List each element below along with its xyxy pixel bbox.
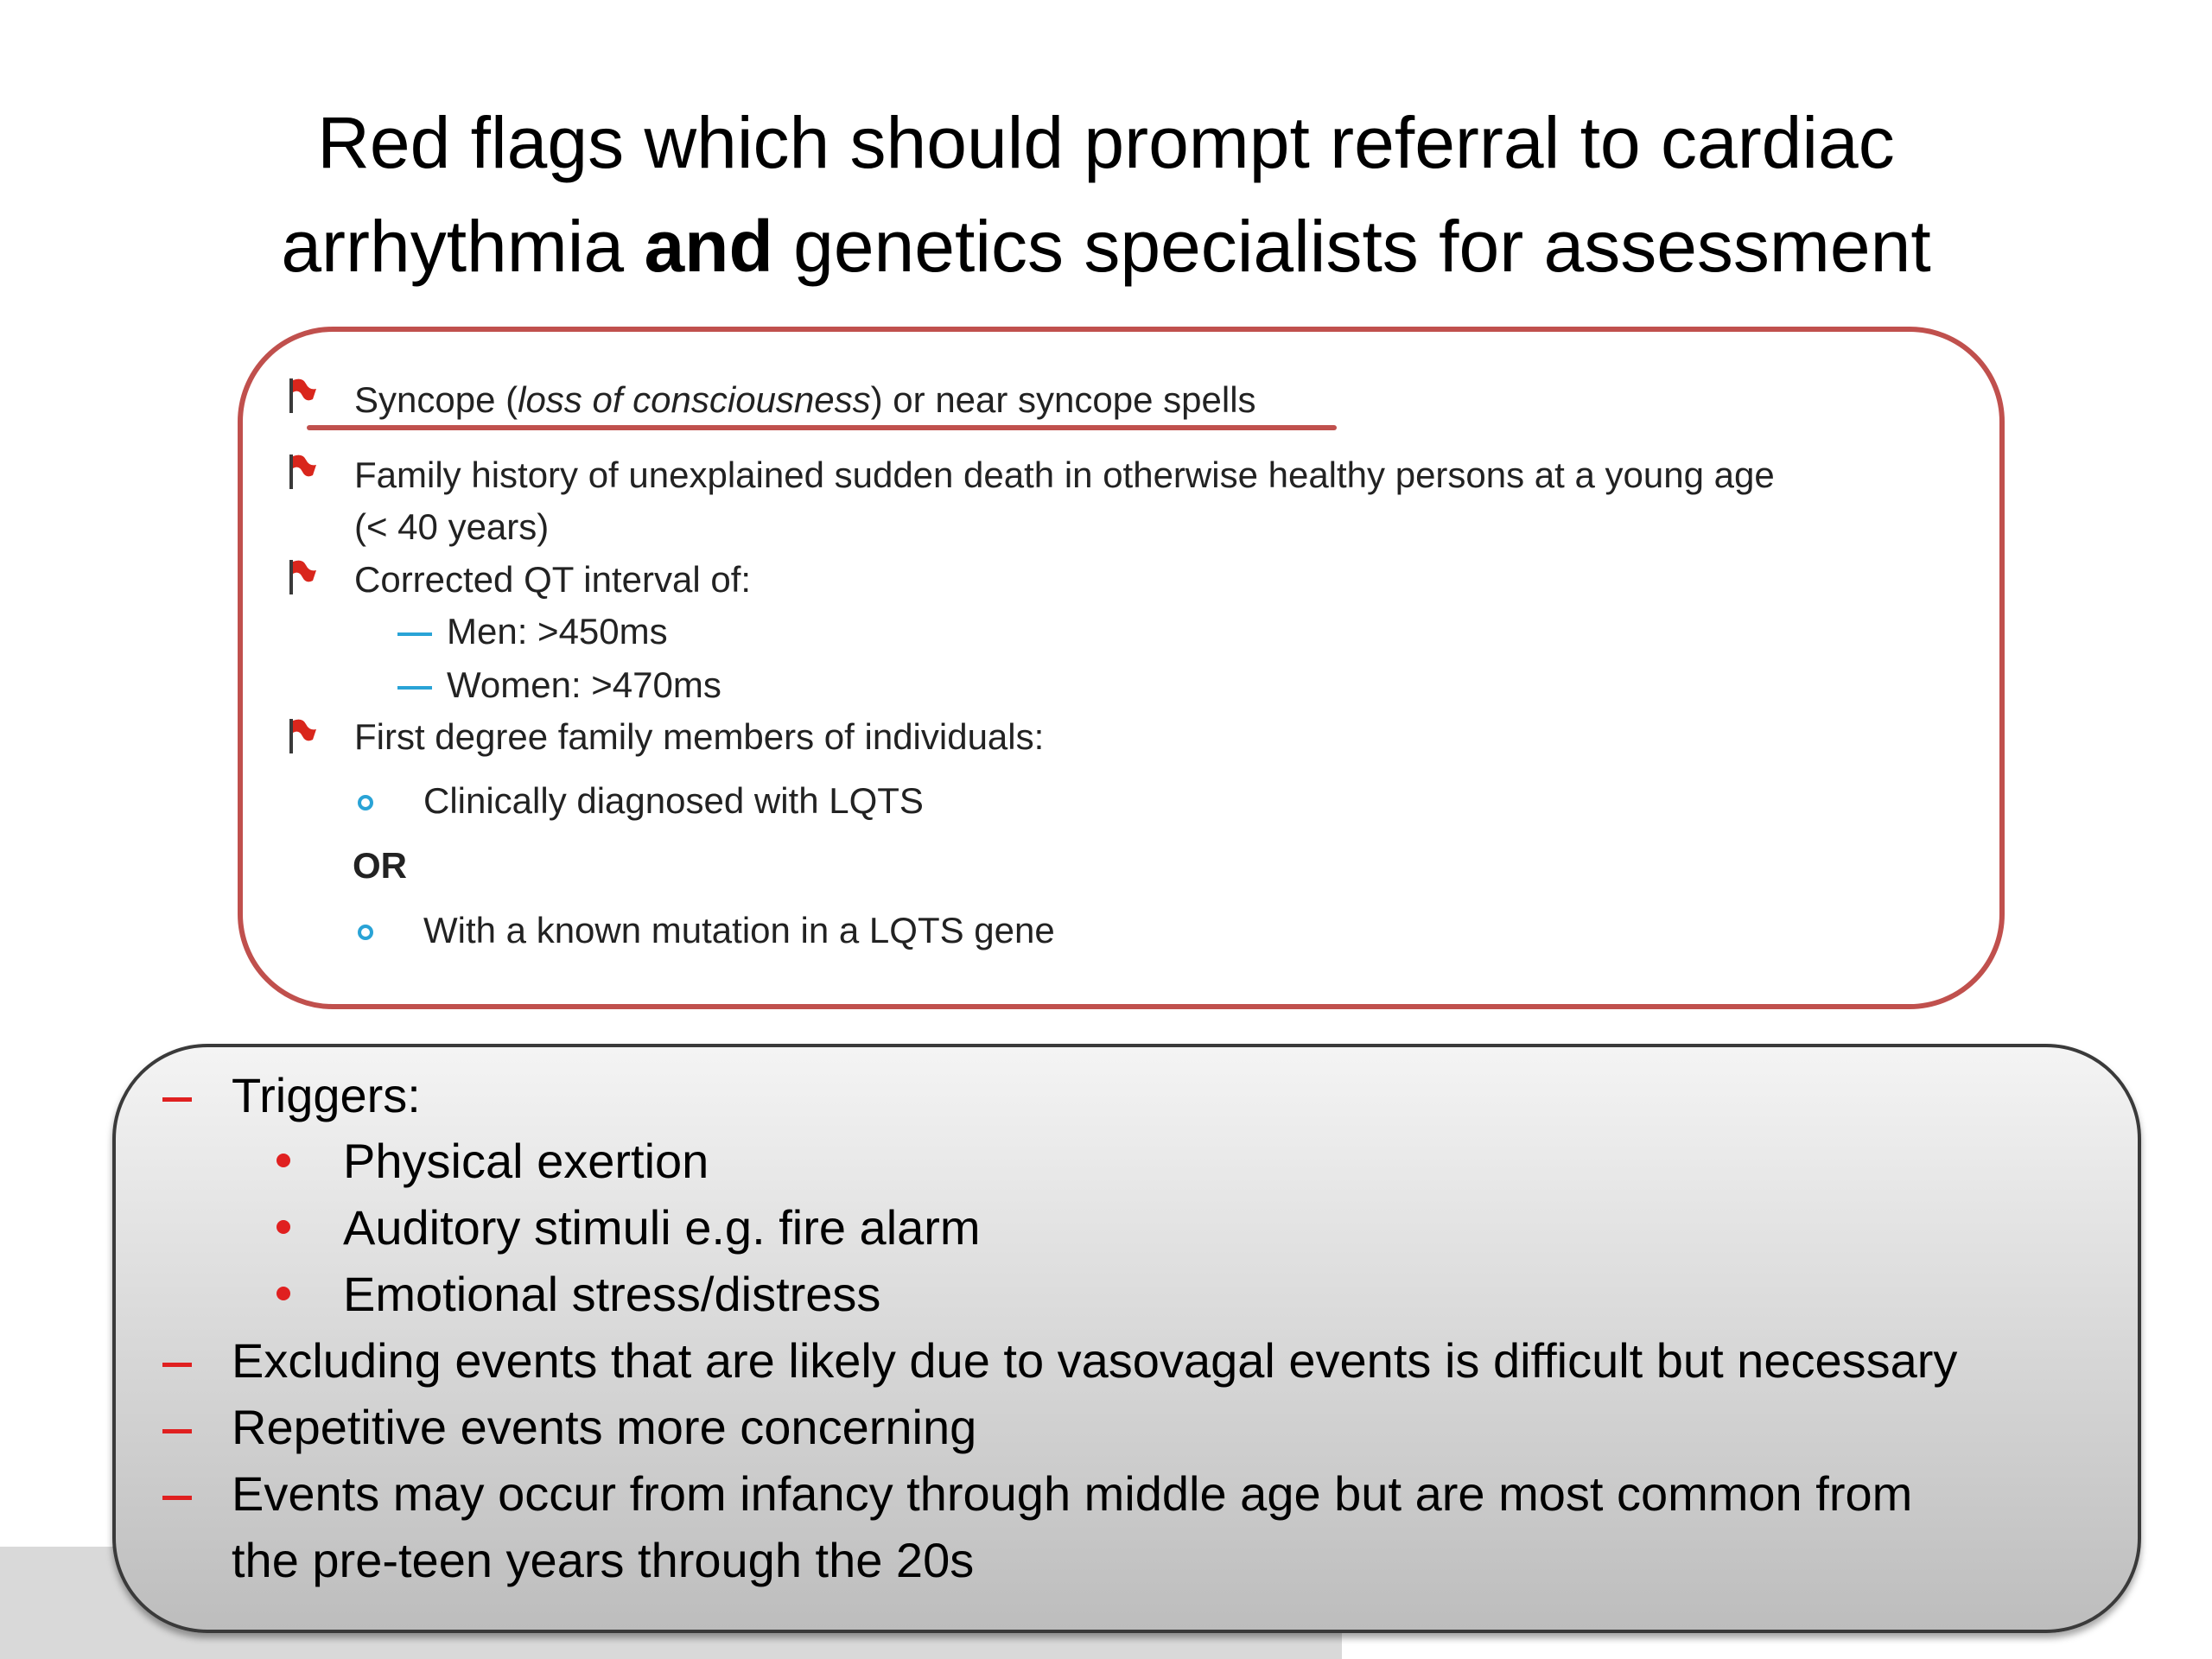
syncope-italic: loss of consciousness [518, 379, 871, 420]
red-dot-icon [276, 1220, 290, 1234]
blue-dash-icon [397, 686, 432, 690]
title-line-2 [130, 194, 2082, 298]
point-repetitive: Repetitive events more concerning [232, 1400, 977, 1454]
red-dot-icon [276, 1287, 290, 1300]
title-line-1: Red flags which should prompt referral to cardiac [317, 102, 1895, 183]
title-line-2-bold: and [644, 206, 773, 287]
point-vasovagal: Excluding events that are likely due to vasovagal events is difficult but necessary [232, 1333, 1958, 1388]
qt-women: Women: >470ms [447, 664, 721, 705]
or-label: OR [353, 845, 407, 886]
syncope-pre: Syncope ( [354, 379, 518, 420]
blue-circle-icon [358, 795, 373, 810]
title-line-2-post: genetics specialists for assessment [772, 206, 1931, 287]
red-flag-item-qt: Corrected QT interval of: [354, 559, 752, 600]
trigger-auditory: Auditory stimuli e.g. fire alarm [343, 1200, 981, 1255]
syncope-post: ) or near syncope spells [870, 379, 1256, 420]
first-degree-clinical: Clinically diagnosed with LQTS [423, 780, 924, 821]
slide-title [130, 91, 2082, 298]
red-flag-icon [287, 717, 318, 755]
triggers-label: Triggers: [232, 1068, 421, 1122]
red-flag-icon [287, 558, 318, 596]
point-age-range: Events may occur from infancy through middle age but are most common from [232, 1466, 1913, 1521]
syncope-underline [307, 425, 1337, 430]
trigger-emotional: Emotional stress/distress [343, 1267, 881, 1321]
red-dash-icon [162, 1097, 192, 1102]
red-dash-icon [162, 1363, 192, 1367]
first-degree-mutation: With a known mutation in a LQTS gene [423, 910, 1055, 950]
red-flag-icon [287, 453, 318, 491]
qt-men: Men: >450ms [447, 611, 668, 652]
red-dash-icon [162, 1429, 192, 1433]
blue-dash-icon [397, 632, 432, 636]
red-flag-item-family-history: Family history of unexplained sudden death in otherwise healthy persons at a young age [354, 454, 1775, 495]
red-flag-item-family-history-cont: (< 40 years) [354, 506, 550, 547]
title-line-2-pre: arrhythmia [281, 206, 645, 287]
trigger-physical: Physical exertion [343, 1134, 709, 1188]
blue-circle-icon [358, 925, 373, 940]
red-flag-item-syncope [354, 374, 1256, 426]
red-flag-icon [287, 377, 318, 415]
red-flag-item-first-degree: First degree family members of individuals: [354, 716, 1045, 757]
point-age-range-cont: the pre-teen years through the 20s [232, 1533, 975, 1587]
red-dash-icon [162, 1496, 192, 1500]
red-dot-icon [276, 1154, 290, 1167]
